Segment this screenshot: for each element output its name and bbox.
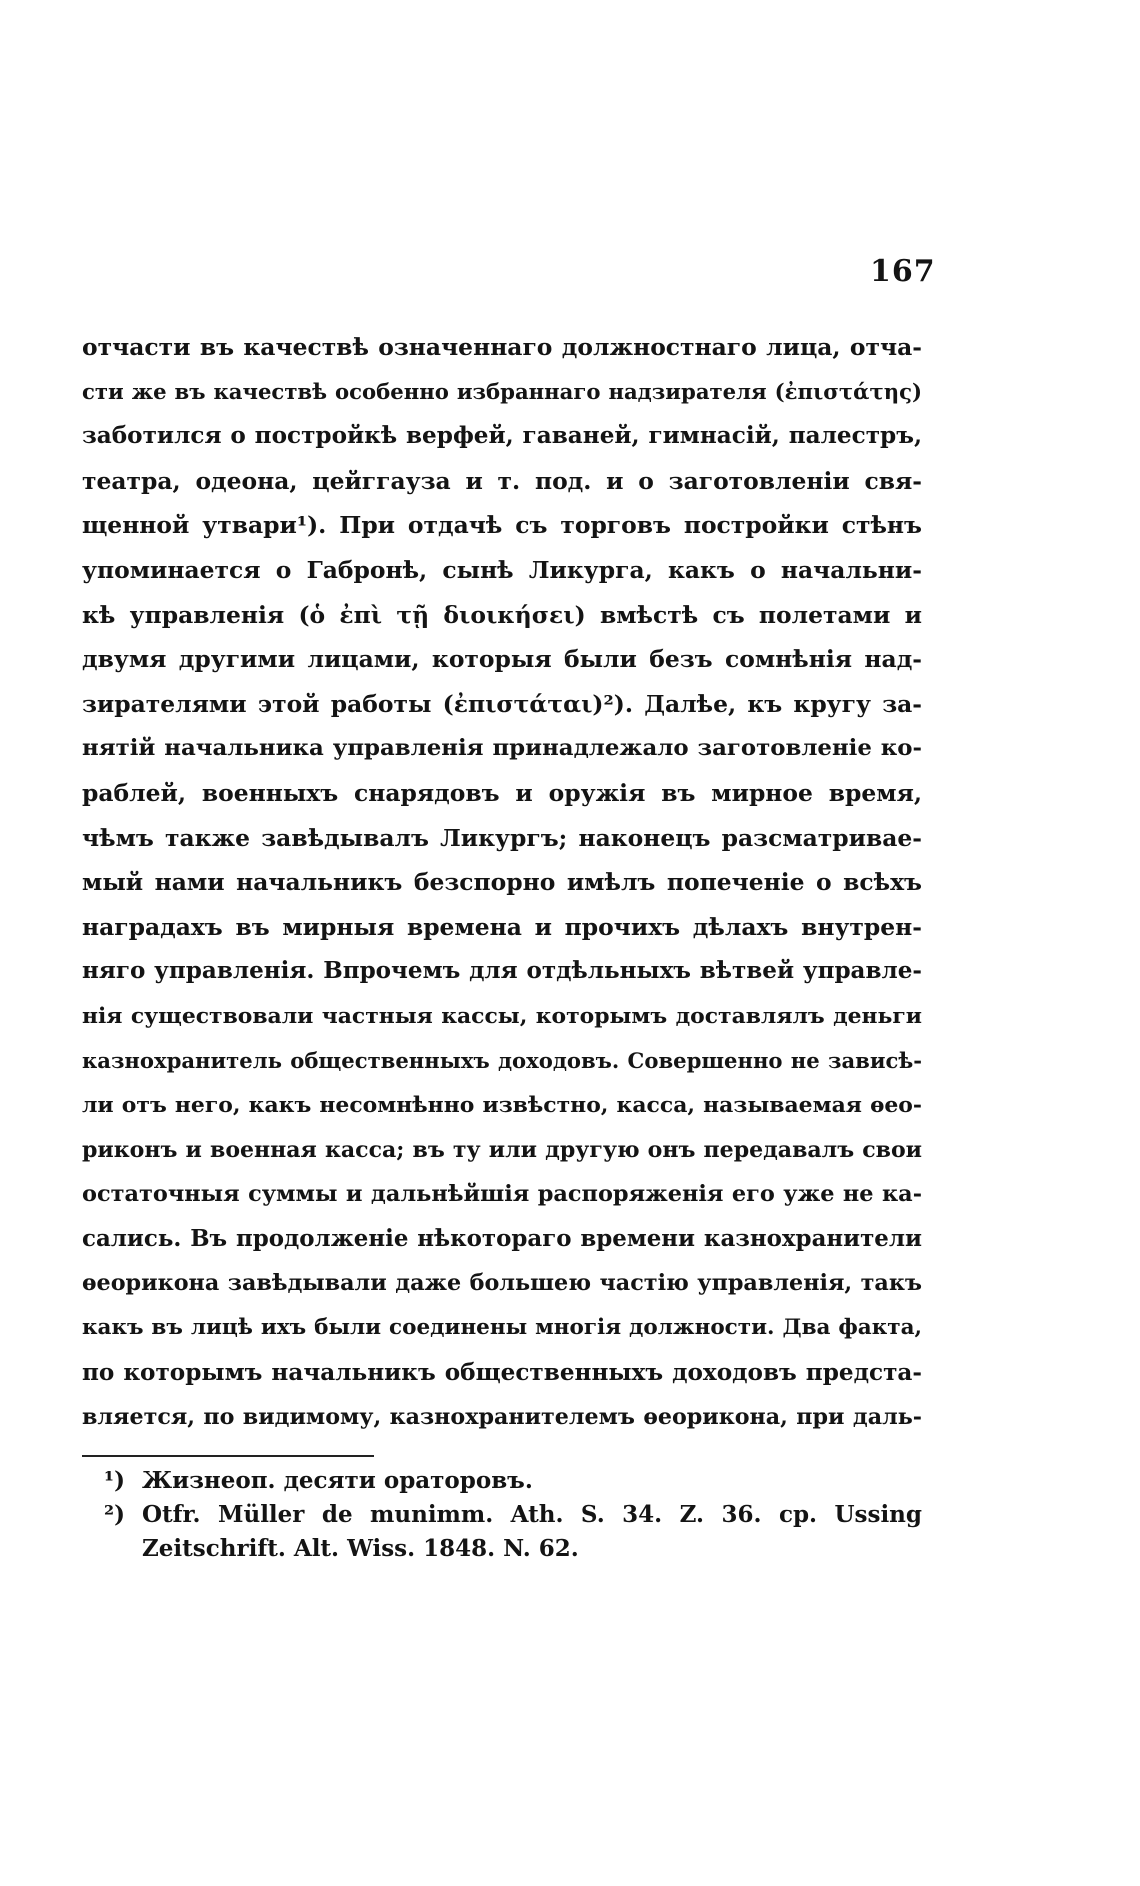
- text-line: казнохранитель общественныхъ доходовъ. Совершенно не зависѣ-: [82, 1047, 922, 1073]
- text-line: няго управленія. Впрочемъ для отдѣльныхъ вѣтвей управле-: [82, 957, 922, 985]
- text-line: упоминается о Габронѣ, сынѣ Ликурга, какъ о начальни-: [82, 555, 922, 584]
- text-line: раблей, военныхъ снарядовъ и оружія въ мирное время,: [82, 778, 922, 807]
- text-line: заботился о постройкѣ верфей, гаваней, гимнасій, палестръ,: [82, 422, 922, 450]
- text-line: сти же въ качествѣ особенно избраннаго надзирателя (ἐπιστάτης): [82, 378, 922, 404]
- text-line: вляется, по видимому, казнохранителемъ ѳеорикона, при даль-: [82, 1404, 922, 1431]
- footnote-divider: [82, 1455, 374, 1457]
- footnote-marker: ¹): [104, 1467, 125, 1494]
- page-number: 167: [870, 254, 936, 289]
- text-line: щенной утвари¹). При отдачѣ съ торговъ постройки стѣнъ: [82, 511, 922, 540]
- text-line: мый нами начальникъ безспорно имѣлъ попеченіе о всѣхъ: [82, 868, 922, 897]
- footnote-1: [104, 1464, 922, 1498]
- text-line: зирателями этой работы (ἐπιστάται)²). Далѣе, къ кругу за-: [82, 689, 922, 718]
- text-line: остаточныя суммы и дальнѣйшія распоряженія его уже не ка-: [82, 1181, 922, 1208]
- text-line: чѣмъ также завѣдывалъ Ликургъ; наконецъ разсматривае-: [82, 823, 922, 852]
- footnote-2: [104, 1498, 922, 1566]
- text-line: наградахъ въ мирныя времена и прочихъ дѣлахъ внутрен-: [82, 912, 922, 941]
- text-line: театра, одеона, цейггауза и т. под. и о заготовленіи свя-: [82, 466, 922, 495]
- text-line: нятій начальника управленія принадлежало заготовленіе ко-: [82, 735, 922, 762]
- text-line: риконъ и военная касса; въ ту или другую онъ передавалъ свои: [82, 1136, 922, 1163]
- footnote-text: Otfr. Müller de munimm. Ath. S. 34. Z. 36. cp. Ussing: [142, 1501, 922, 1528]
- footnote-marker: ²): [104, 1501, 125, 1528]
- text-line: нія существовали частныя кассы, которымъ доставлялъ деньги: [82, 1002, 922, 1029]
- text-line: кѣ управленія (ὁ ἐπὶ τῇ διοικήσει) вмѣстѣ съ полетами и: [82, 600, 922, 629]
- text-line: какъ въ лицѣ ихъ были соединены многія должности. Два факта,: [82, 1315, 922, 1341]
- text-line: сались. Въ продолженіе нѣкотораго времени казнохранители: [82, 1224, 922, 1252]
- text-line: ли отъ него, какъ несомнѣнно извѣстно, касса, называемая ѳео-: [82, 1092, 922, 1119]
- text-line: двумя другими лицами, которыя были безъ сомнѣнія над-: [82, 645, 922, 674]
- text-line: ѳеорикона завѣдывали даже большею частію управленія, такъ: [82, 1270, 922, 1297]
- footnotes: [104, 1464, 922, 1566]
- footnote-text: Жизнеоп. десяти ораторовъ.: [142, 1467, 533, 1494]
- body-text: [82, 325, 922, 1440]
- text-line: по которымъ начальникъ общественныхъ доходовъ предста-: [82, 1358, 922, 1386]
- footnote-text: Zeitschrift. Alt. Wiss. 1848. N. 62.: [142, 1535, 579, 1562]
- text-line: отчасти въ качествѣ означеннаго должностнаго лица, отча-: [82, 333, 922, 361]
